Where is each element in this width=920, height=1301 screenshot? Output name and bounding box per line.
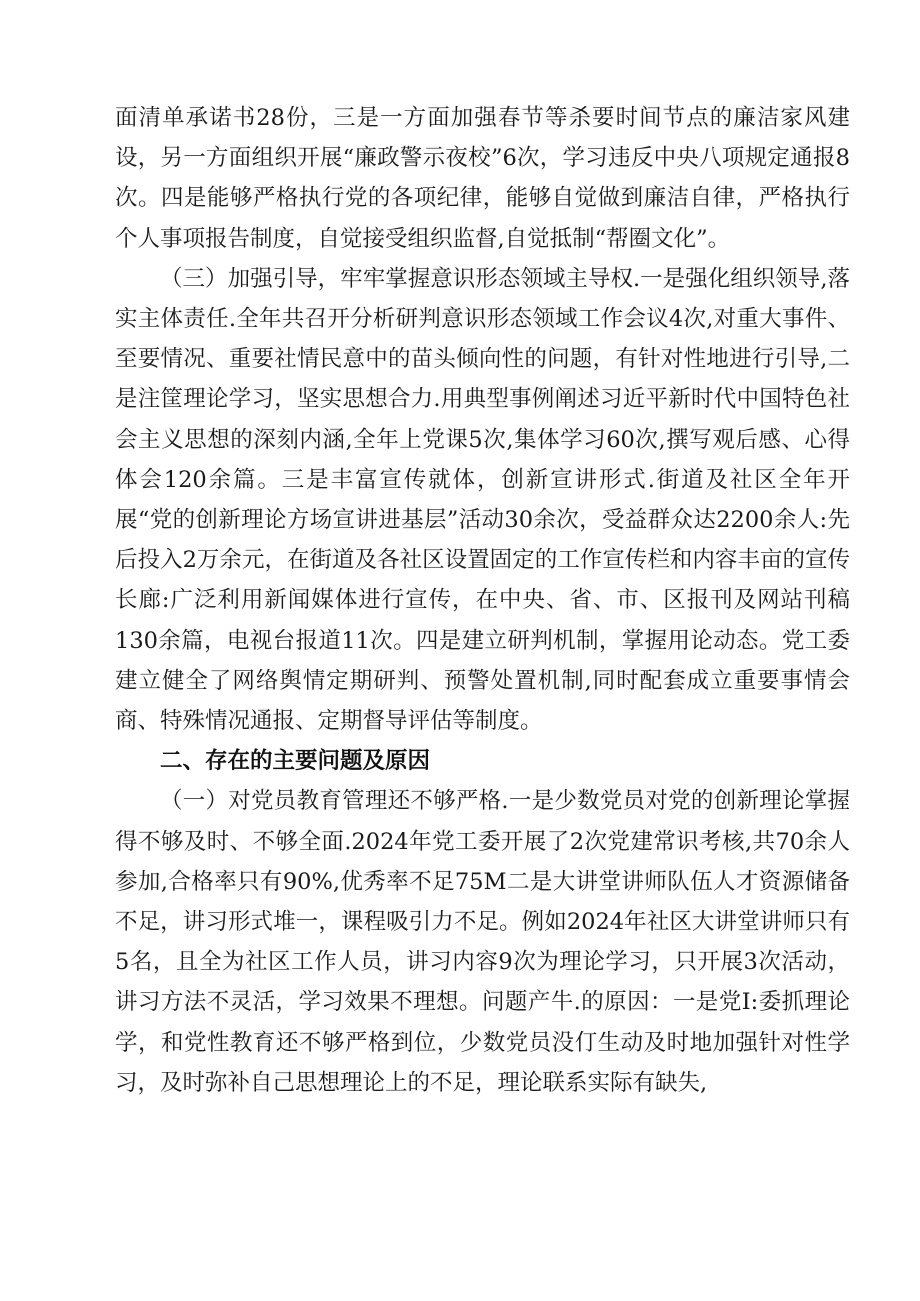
document-body	[115, 98, 850, 1103]
paragraph-ideology-guidance: （三）加强引导，牢牢掌握意识形态领域主导权.一是强化组织领导,落实主体责任.全年共召开分析研判意识形态领域工作会议4次,对重大事件、至要情况、重要社情民意中的苗头倾向性的问题，有针对性地进行引导,二是注筐理论学习，坚实思想合力.用典型事例阐述习近平新时代中国特色社会主义思想的深刻内涵,全年上党课5次,集体学习60次,撰写观后感、心得体会120余篇。三是丰富宣传就体，创新宣讲形式.街道及社区全年开展“党的创新理论方场宣讲进基层”活动30余次，受益群众达2200余人:先后投入2万余元，在街道及各社区设置固定的工作宣传栏和内容丰亩的宣传长廊:广泛利用新闻媒体进行宣传，在中央、省、市、区报刊及网站刊稿130余篇，电视台报道11次。四是建立研判机制，掌握用论动态。党工委建立健全了网络舆情定期研判、预警处置机制,同时配套成立重要事情会商、特殊情况通报、定期督导评估等制度。	[115, 265, 850, 735]
paragraph-party-education: （一）对党员教育管理还不够严格.一是少数党员对党的创新理论掌握得不够及时、不够全面.2024年党工委开展了2次党建常识考核,共70余人参加,合格率只有90%,优秀率不足75M二是大讲堂讲师队伍人才资源储备不足，讲习形式堆一，课程吸引力不足。例如2024年社区大讲堂讲师只有5名，且全为社区工作人员，讲习内容9次为理论学习，只开展3次活动，讲习方法不灵活，学习效果不理想。问题产牛.的原因：一是党I:委抓理论学，和党性教育还不够严格到位，少数党员没仃生动及时地加强针对性学习，及时弥补自己思想理论上的不足，理论联系实际有缺失,	[115, 788, 850, 1096]
paragraph-continuation: 面清单承诺书28份，三是一方面加强春节等杀要时间节点的廉洁家风建设，另一方面组织开展“廉政警示夜校”6次，学习违反中央八项规定通报8次。四是能够严格执行党的各项纪律，能够自觉做到廉洁自律，严格执行个人事项报告制度，自觉接受组织监督,自觉抵制“帮圈文化”。	[115, 105, 850, 252]
section-heading-problems: 二、存在的主要问题及原因	[160, 748, 431, 775]
